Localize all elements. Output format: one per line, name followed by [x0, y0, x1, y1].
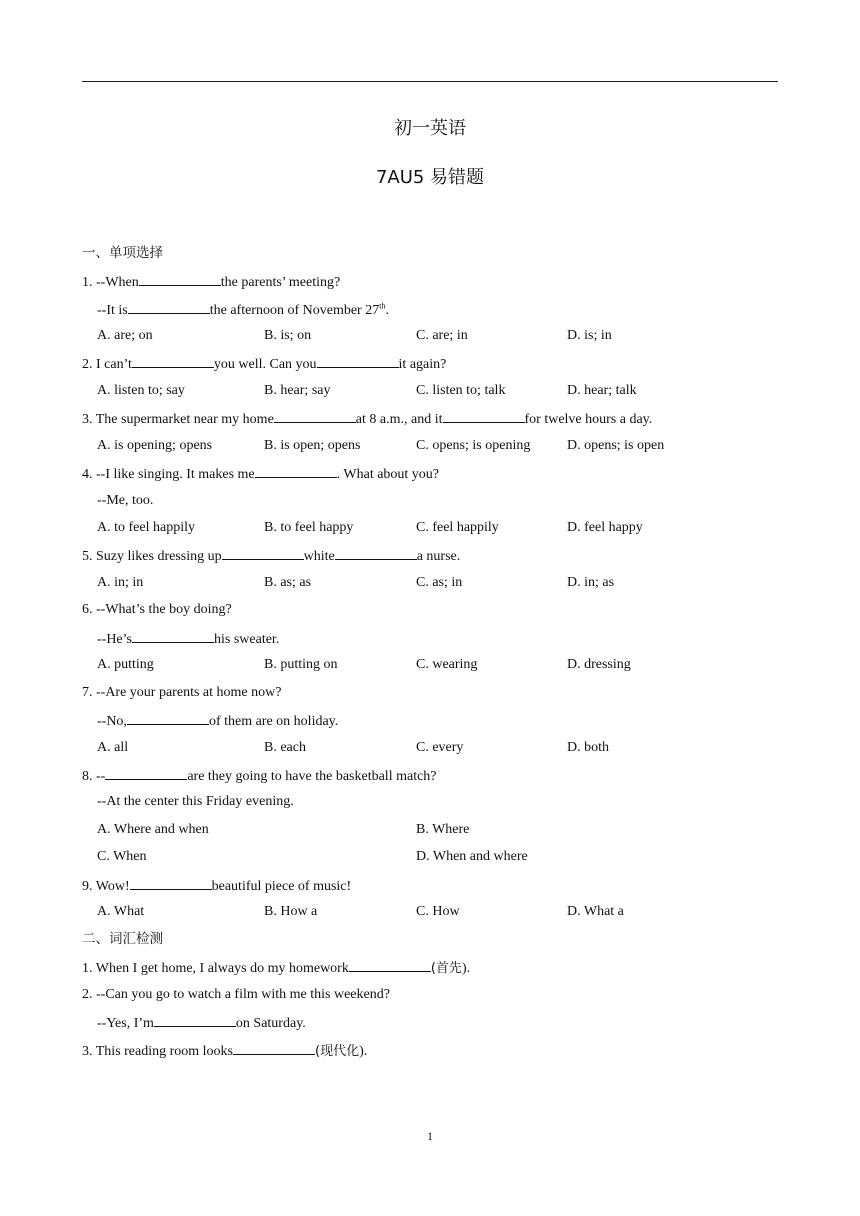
question-text: ).	[359, 1044, 368, 1059]
answer-blank[interactable]	[255, 464, 337, 478]
question-text: --It is	[97, 303, 128, 318]
question-7: 7. --Are your parents at home now?	[82, 685, 282, 700]
answer-blank[interactable]	[105, 766, 187, 780]
option-c[interactable]: C. as; in	[416, 575, 463, 590]
option-a[interactable]: A. are; on	[97, 328, 153, 343]
question-5	[82, 546, 460, 566]
question-text: a nurse.	[416, 549, 461, 564]
option-b[interactable]: B. each	[264, 740, 306, 755]
option-d[interactable]: D. When and where	[416, 849, 528, 864]
question-text: --No,	[97, 714, 127, 729]
question-text: 1. --When	[82, 275, 139, 290]
vocab-question-2: 2. --Can you go to watch a film with me this weekend?	[82, 987, 390, 1002]
question-text: ).	[461, 961, 471, 976]
question-9	[82, 876, 351, 896]
answer-blank[interactable]	[130, 876, 212, 890]
question-text: the parents’ meeting?	[220, 275, 341, 290]
option-c[interactable]: C. feel happily	[416, 520, 499, 535]
question-text: 4. --I like singing. It makes me	[82, 467, 255, 482]
question-3	[82, 409, 652, 429]
option-b[interactable]: B. is; on	[264, 328, 312, 343]
question-text: 8. --	[82, 769, 106, 784]
option-d[interactable]: D. both	[567, 740, 609, 755]
question-text: of them are on holiday.	[208, 714, 339, 729]
question-text: are they going to have the basketball match?	[187, 769, 437, 784]
question-2	[82, 354, 446, 374]
answer-blank[interactable]	[132, 354, 214, 368]
answer-blank[interactable]	[233, 1041, 315, 1055]
option-a[interactable]: A. in; in	[97, 575, 144, 590]
option-b[interactable]: B. hear; say	[264, 383, 331, 398]
page-title: 初一英语	[394, 118, 466, 139]
question-text: 2. I can’t	[82, 357, 132, 372]
answer-blank[interactable]	[317, 354, 399, 368]
option-a[interactable]: A. all	[97, 740, 129, 755]
section-heading-choice: 一、单项选择	[82, 245, 163, 261]
question-text: on Saturday.	[235, 1016, 306, 1031]
question-text: --He’s	[97, 632, 132, 647]
question-text: at 8 a.m., and it	[355, 412, 443, 427]
section-heading-vocabulary: 二、词汇检测	[82, 931, 163, 947]
question-text: the afternoon of November 27	[209, 303, 380, 318]
answer-blank[interactable]	[349, 958, 431, 972]
option-b[interactable]: B. putting on	[264, 657, 338, 672]
option-b[interactable]: B. How a	[264, 904, 318, 919]
option-b[interactable]: B. is open; opens	[264, 438, 361, 453]
question-text: white	[303, 549, 335, 564]
option-c[interactable]: C. opens; is opening	[416, 438, 531, 453]
superscript: th	[379, 301, 386, 311]
answer-blank[interactable]	[127, 711, 209, 725]
question-7-line-2	[97, 711, 338, 731]
question-4	[82, 464, 439, 484]
option-d[interactable]: D. in; as	[567, 575, 615, 590]
question-8-line-2: --At the center this Friday evening.	[97, 794, 294, 809]
option-d[interactable]: D. opens; is open	[567, 438, 665, 453]
answer-blank[interactable]	[154, 1013, 236, 1027]
question-text: --Yes, I’m	[97, 1016, 154, 1031]
vocab-question-3	[82, 1041, 367, 1061]
question-text: . What about you?	[336, 467, 440, 482]
question-6: 6. --What’s the boy doing?	[82, 602, 232, 617]
question-text: for twelve hours a day.	[524, 412, 653, 427]
answer-blank[interactable]	[128, 300, 210, 314]
option-a[interactable]: A. Where and when	[97, 822, 209, 837]
question-text: it again?	[398, 357, 447, 372]
option-b[interactable]: B. Where	[416, 822, 470, 837]
header-rule	[82, 81, 778, 82]
vocab-question-1	[82, 958, 470, 978]
option-c[interactable]: C. every	[416, 740, 464, 755]
page-number: 1	[427, 1129, 433, 1143]
option-a[interactable]: A. is opening; opens	[97, 438, 213, 453]
option-c[interactable]: C. When	[97, 849, 147, 864]
answer-blank[interactable]	[132, 629, 214, 643]
option-b[interactable]: B. to feel happy	[264, 520, 354, 535]
question-text: 5. Suzy likes dressing up	[82, 549, 222, 564]
option-d[interactable]: D. What a	[567, 904, 624, 919]
option-d[interactable]: D. dressing	[567, 657, 631, 672]
hint-text: (首先	[430, 961, 462, 976]
vocab-question-2-line-2	[97, 1013, 306, 1033]
question-text: beautiful piece of music!	[211, 879, 352, 894]
answer-blank[interactable]	[443, 409, 525, 423]
option-a[interactable]: A. listen to; say	[97, 383, 185, 398]
hint-text: (现代化	[315, 1044, 360, 1059]
option-c[interactable]: C. listen to; talk	[416, 383, 506, 398]
page-subtitle: 7AU5 易错题	[375, 167, 485, 188]
option-d[interactable]: D. is; in	[567, 328, 612, 343]
option-d[interactable]: D. hear; talk	[567, 383, 637, 398]
option-c[interactable]: C. wearing	[416, 657, 478, 672]
question-1-line-2	[97, 300, 389, 320]
answer-blank[interactable]	[222, 546, 304, 560]
question-text: 3. The supermarket near my home	[82, 412, 274, 427]
option-a[interactable]: A. to feel happily	[97, 520, 195, 535]
question-1	[82, 272, 340, 292]
option-c[interactable]: C. are; in	[416, 328, 468, 343]
question-text: 3. This reading room looks	[82, 1044, 234, 1059]
question-text: .	[385, 303, 389, 318]
option-d[interactable]: D. feel happy	[567, 520, 643, 535]
answer-blank[interactable]	[335, 546, 417, 560]
question-text: 9. Wow!	[82, 879, 130, 894]
option-a[interactable]: A. putting	[97, 657, 154, 672]
option-c[interactable]: C. How	[416, 904, 460, 919]
answer-blank[interactable]	[139, 272, 221, 286]
answer-blank[interactable]	[274, 409, 356, 423]
question-text: you well. Can you	[213, 357, 317, 372]
question-4-line-2: --Me, too.	[97, 493, 154, 508]
option-a[interactable]: A. What	[97, 904, 145, 919]
question-6-line-2	[97, 629, 279, 649]
option-b[interactable]: B. as; as	[264, 575, 312, 590]
question-8	[82, 766, 437, 786]
question-text: his sweater.	[214, 632, 280, 647]
question-text: 1. When I get home, I always do my homework	[82, 961, 349, 976]
